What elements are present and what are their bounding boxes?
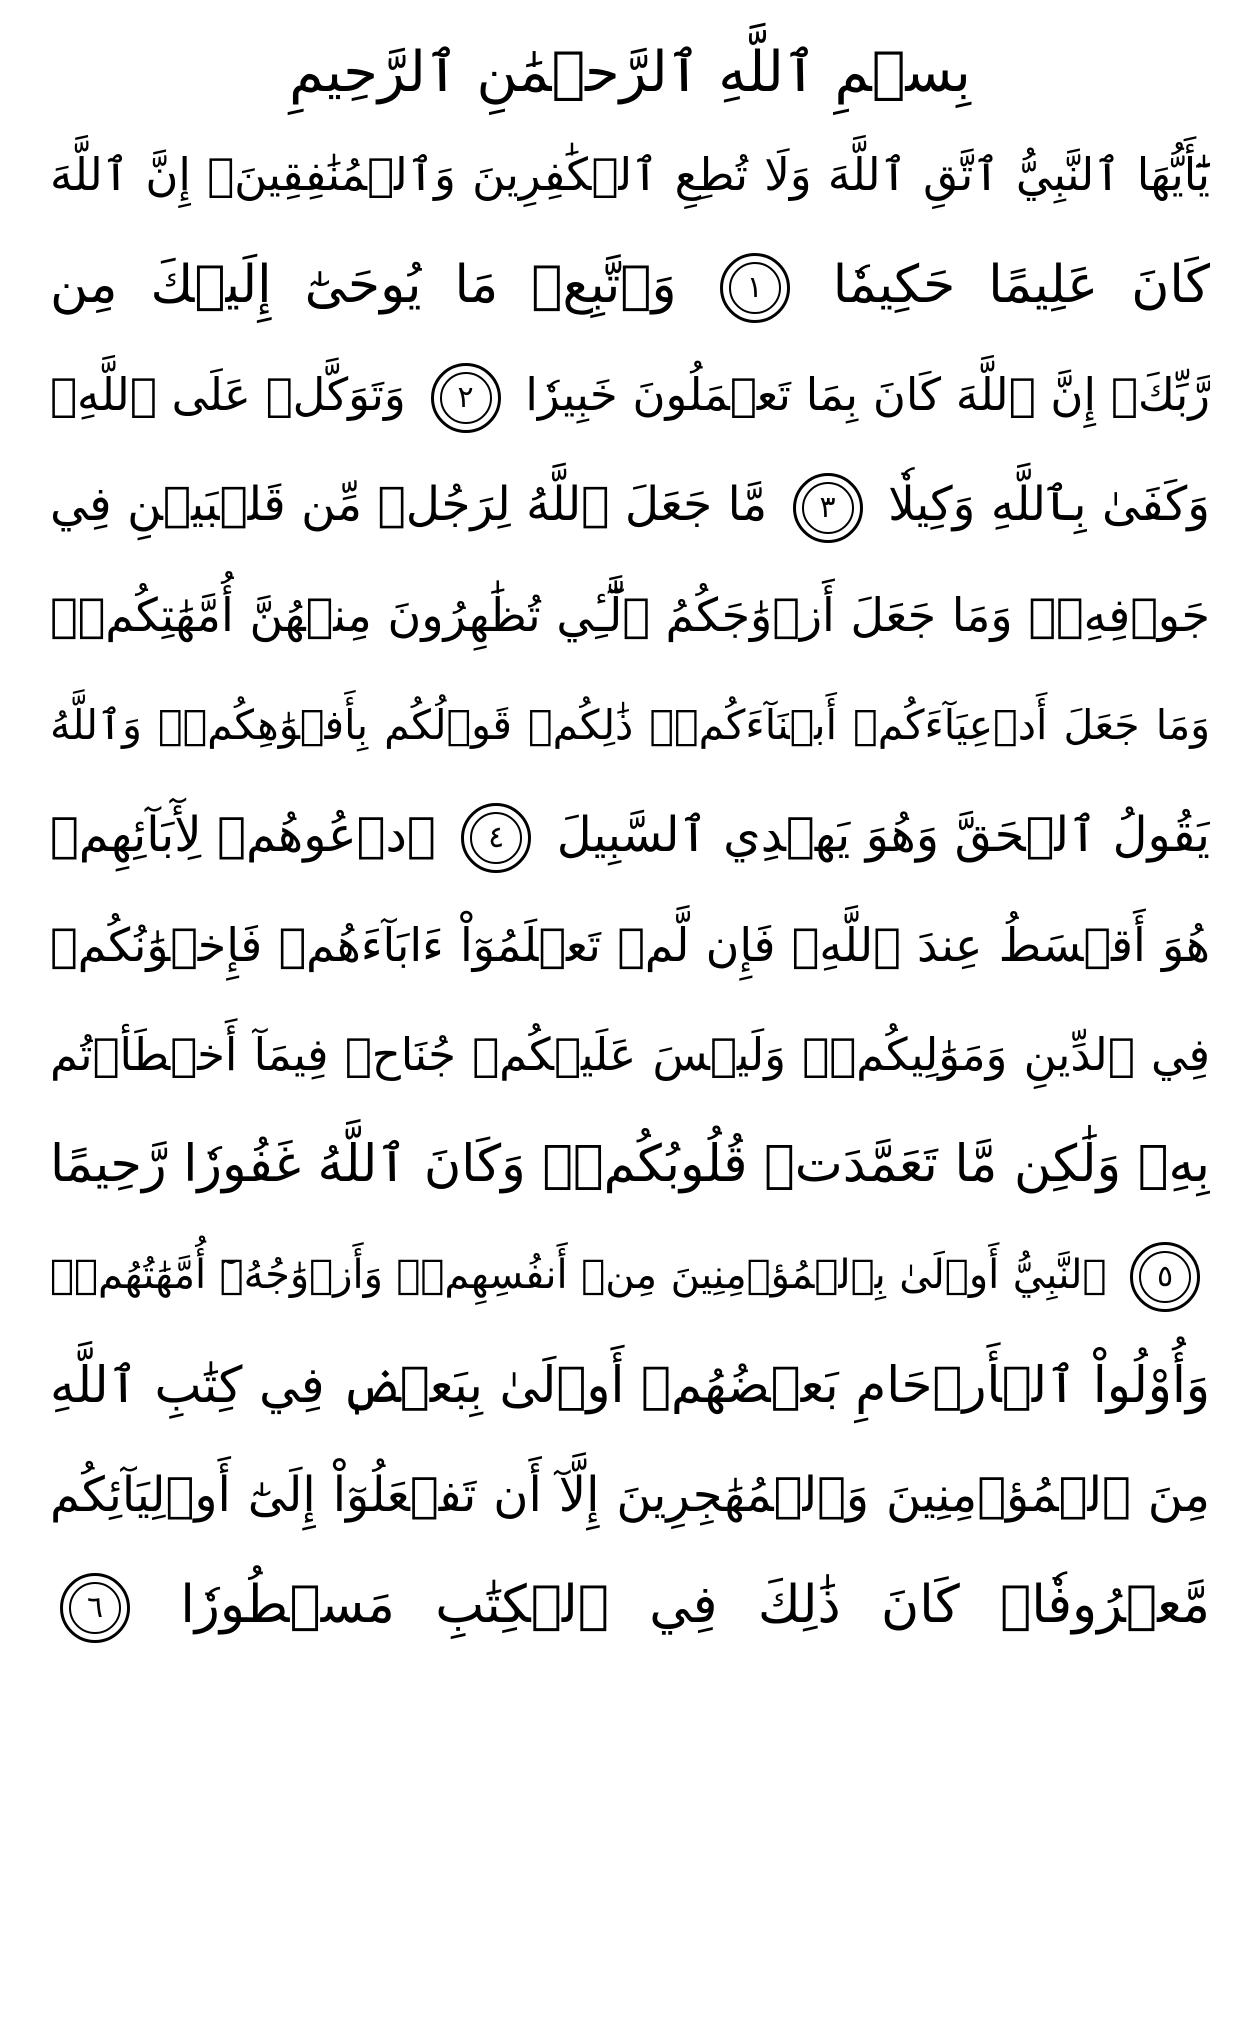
verse-text: وَتَوَكَّلۡ عَلَى ٱللَّهِۚ: [50, 368, 406, 421]
verse-line-12: [50, 1330, 1210, 1440]
verse-text: ٱدۡعُوهُمۡ لِأٓبَآئِهِمۡ: [50, 807, 436, 863]
ayah-end-marker: [720, 253, 790, 323]
ayah-number: ٥: [1156, 1259, 1174, 1294]
verse-text: ٱلنَّبِيُّ أَوۡلَىٰ بِٱلۡمُؤۡمِنِينَ مِنۡ أَنفُسِهِمۡۖ وَأَزۡوَٰجُهُۥٓ أُمَّهَٰتُهُمۡۗ: [50, 1252, 1107, 1298]
verse-line-14: [50, 1550, 1210, 1660]
ayah-number: ٢: [457, 380, 474, 415]
verse-line-5: [50, 560, 1210, 670]
verse-text: يَٰٓأَيُّهَا ٱلنَّبِيُّ ٱتَّقِ ٱللَّهَ وَلَا تُطِعِ ٱلۡكَٰفِرِينَ وَٱلۡمُنَٰفِقِينَۚ إِنَّ ٱللَّهَ: [50, 148, 1210, 201]
ayah-number: ١: [746, 270, 763, 305]
verse-line-4: [50, 450, 1210, 560]
verse-text: بِهِۦ وَلَٰكِن مَّا تَعَمَّدَتۡ قُلُوبُكُمۡۚ وَكَانَ ٱللَّهُ غَفُورٗا رَّحِيمًا: [50, 1135, 1210, 1194]
verse-line-3: [50, 340, 1210, 450]
verse-line-13: [50, 1440, 1210, 1550]
verse-line-11: [50, 1220, 1210, 1330]
verse-line-9: [50, 1000, 1210, 1110]
verse-text: وَٱتَّبِعۡ مَا يُوحَىٰٓ إِلَيۡكَ مِن: [50, 255, 677, 315]
verse-line-2: [50, 230, 1210, 340]
verse-text: مِنَ ٱلۡمُؤۡمِنِينَ وَٱلۡمُهَٰجِرِينَ إِلَّآ أَن تَفۡعَلُوٓاْ إِلَىٰٓ أَوۡلِيَآئِكُم: [50, 1467, 1210, 1523]
verse-text: كَانَ عَلِيمًا حَكِيمٗا: [832, 255, 1210, 315]
ayah-number: ٦: [86, 1590, 104, 1625]
verse-text: يَقُولُ ٱلۡحَقَّ وَهُوَ يَهۡدِي ٱلسَّبِيلَ: [556, 807, 1210, 863]
verse-text: فِي ٱلدِّينِ وَمَوَٰلِيكُمۡۚ وَلَيۡسَ عَلَيۡكُمۡ جُنَاحٞ فِيمَآ أَخۡطَأۡتُم: [50, 1028, 1210, 1081]
verse-text: مَّعۡرُوفٗاۚ كَانَ ذَٰلِكَ فِي ٱلۡكِتَٰبِ مَسۡطُورٗا: [180, 1575, 1210, 1635]
verse-text: جَوۡفِهِۦۚ وَمَا جَعَلَ أَزۡوَٰجَكُمُ ٱلَّٰٓـِٔي تُظَٰهِرُونَ مِنۡهُنَّ أُمَّهَٰتِكُمۡۚ: [50, 588, 1210, 642]
verse-text: وَمَا جَعَلَ أَدۡعِيَآءَكُمۡ أَبۡنَآءَكُمۡۚ ذَٰلِكُمۡ قَوۡلُكُم بِأَفۡوَٰهِكُمۡۖ وَٱللَّهُ: [50, 701, 1210, 749]
verse-text: وَأُوْلُواْ ٱلۡأَرۡحَامِ بَعۡضُهُمۡ أَوۡلَىٰ بِبَعۡضٖ فِي كِتَٰبِ ٱللَّهِ: [50, 1356, 1210, 1414]
verse-line-8: [50, 890, 1210, 1000]
verse-text: هُوَ أَقۡسَطُ عِندَ ٱللَّهِۚ فَإِن لَّمۡ تَعۡلَمُوٓاْ ءَابَآءَهُمۡ فَإِخۡوَٰنُكُمۡ: [50, 918, 1210, 972]
ayah-end-marker: [1130, 1242, 1200, 1312]
ayah-end-marker: [793, 473, 863, 543]
verse-line-6: [50, 670, 1210, 780]
verse-text: وَكَفَىٰ بِٱللَّهِ وَكِيلٗا: [888, 477, 1210, 532]
basmala: بِسۡمِ ٱللَّهِ ٱلرَّحۡمَٰنِ ٱلرَّحِيمِ: [289, 40, 971, 105]
verse-text: مَّا جَعَلَ ٱللَّهُ لِرَجُلٖ مِّن قَلۡبَيۡنِ فِي: [50, 477, 768, 532]
verse-line-7: [50, 780, 1210, 890]
ayah-end-marker: [60, 1573, 130, 1643]
ayah-number: ٣: [819, 489, 836, 525]
ayah-end-marker: [431, 363, 501, 433]
verse-line-1: [50, 120, 1210, 230]
verse-line-10: [50, 1110, 1210, 1220]
ayah-number: ٤: [488, 820, 505, 855]
ayah-end-marker: [461, 803, 531, 873]
verse-text: رَّبِّكَۚ إِنَّ ٱللَّهَ كَانَ بِمَا تَعۡمَلُونَ خَبِيرٗا: [525, 368, 1210, 421]
